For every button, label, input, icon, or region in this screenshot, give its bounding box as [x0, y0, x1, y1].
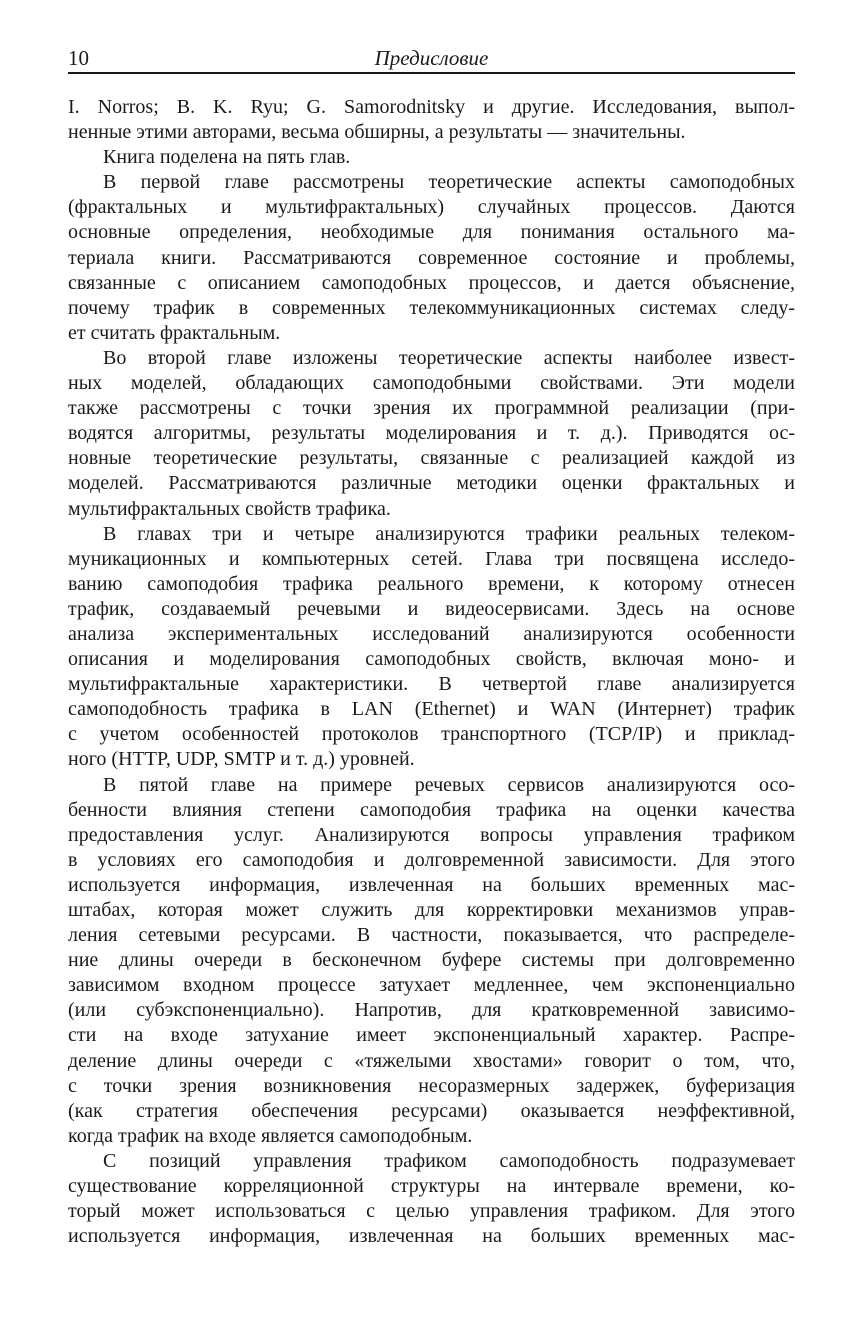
running-header	[68, 0, 795, 74]
body-text	[68, 95, 795, 1249]
text-line: мультифрактальных свойств трафика.	[68, 497, 391, 520]
text-line: (как стратегия обеспечения ресурсами) оказывается неэффективной,	[68, 1099, 795, 1122]
text-line: (фрактальных и мультифрактальных) случайных процессов. Даются	[68, 196, 795, 219]
text-line: ненные этими авторами, весьма обширны, а результаты — значительны.	[68, 121, 686, 144]
text-line: сти на входе затухание имеет экспоненциальный характер. Распре-	[68, 1024, 795, 1047]
text-line: ванию самоподобия трафика реального времени, к которому отнесен	[68, 572, 795, 595]
text-line: ет считать фрактальным.	[68, 321, 281, 344]
text-line: водятся алгоритмы, результаты моделирования и т. д.). Приводятся ос-	[68, 422, 795, 445]
text-line: также рассмотрены с точки зрения их программной реализации (при-	[68, 397, 795, 420]
text-line: В первой главе рассмотрены теоретические аспекты самоподобных	[103, 171, 795, 194]
text-line: описания и моделирования самоподобных свойств, включая моно- и	[68, 648, 795, 671]
running-title: Предисловие	[374, 46, 489, 70]
text-line: самоподобность трафика в LAN (Ethernet) и WAN (Интернет) трафик	[68, 698, 795, 721]
text-line: (или субэкспоненциально). Напротив, для кратковременной зависимо-	[68, 999, 795, 1022]
text-line: териала книги. Рассматриваются современное состояние и проблемы,	[68, 246, 795, 269]
text-line: новные теоретические результаты, связанные с реализацией каждой из	[68, 447, 795, 470]
text-line: В главах три и четыре анализируются трафики реальных телеком-	[103, 522, 795, 545]
text-line: трафик, создаваемый речевыми и видеосервисами. Здесь на основе	[68, 597, 795, 620]
text-line: предоставления услуг. Анализируются вопросы управления трафиком	[68, 823, 795, 846]
text-line: в условиях его самоподобия и долговременной зависимости. Для этого	[68, 848, 795, 871]
text-line: существование корреляционной структуры на интервале времени, ко-	[68, 1175, 795, 1198]
text-line: бенности влияния степени самоподобия трафика на оценки качества	[68, 798, 795, 821]
text-line: ления сетевыми ресурсами. В частности, показывается, что распределе-	[68, 924, 795, 947]
text-line: I. Norros; B. K. Ryu; G. Samorodnitsky и другие. Исследования, выпол-	[68, 96, 795, 118]
text-line: связанные с описанием самоподобных процессов, и дается объяснение,	[68, 271, 795, 294]
text-line: Книга поделена на пять глав.	[103, 146, 351, 169]
book-page	[68, 0, 795, 1249]
text-line: когда трафик на входе является самоподобным.	[68, 1124, 473, 1147]
text-line: С позиций управления трафиком самоподобность подразумевает	[103, 1149, 795, 1172]
text-line: с точки зрения возникновения несоразмерных задержек, буферизация	[68, 1074, 795, 1097]
text-line: с учетом особенностей протоколов транспортного (TCP/IP) и приклад-	[68, 723, 795, 746]
text-line: анализа экспериментальных исследований анализируются особенности	[68, 622, 795, 645]
text-line: почему трафик в современных телекоммуникационных системах следу-	[68, 296, 795, 319]
text-line: ние длины очереди в бесконечном буфере системы при долговременно	[68, 949, 795, 972]
text-line: мультифрактальные характеристики. В четвертой главе анализируется	[68, 673, 795, 696]
text-line: используется информация, извлеченная на больших временных мас-	[68, 1225, 795, 1248]
text-line: штабах, которая может служить для корректировки механизмов управ-	[68, 899, 795, 921]
text-line: В пятой главе на примере речевых сервисов анализируются осо-	[103, 773, 795, 796]
text-line: муникационных и компьютерных сетей. Глава три посвящена исследо-	[68, 547, 795, 570]
page-number: 10	[68, 46, 89, 70]
text-line: Во второй главе изложены теоретические аспекты наиболее извест-	[103, 346, 795, 369]
text-line: зависимом входном процессе затухает медленнее, чем экспоненциально	[68, 974, 795, 997]
text-line: используется информация, извлеченная на больших временных мас-	[68, 873, 795, 896]
text-line: торый может использоваться с целью управления трафиком. Для этого	[68, 1200, 795, 1223]
text-line: ного (HTTP, UDP, SMTP и т. д.) уровней.	[68, 748, 415, 771]
text-line: ных моделей, обладающих самоподобными свойствами. Эти модели	[68, 372, 795, 395]
text-line: деление длины очереди с «тяжелыми хвостами» говорит о том, что,	[68, 1049, 795, 1072]
text-line: основные определения, необходимые для понимания остального ма-	[68, 221, 795, 244]
text-line: моделей. Рассматриваются различные методики оценки фрактальных и	[68, 472, 795, 495]
